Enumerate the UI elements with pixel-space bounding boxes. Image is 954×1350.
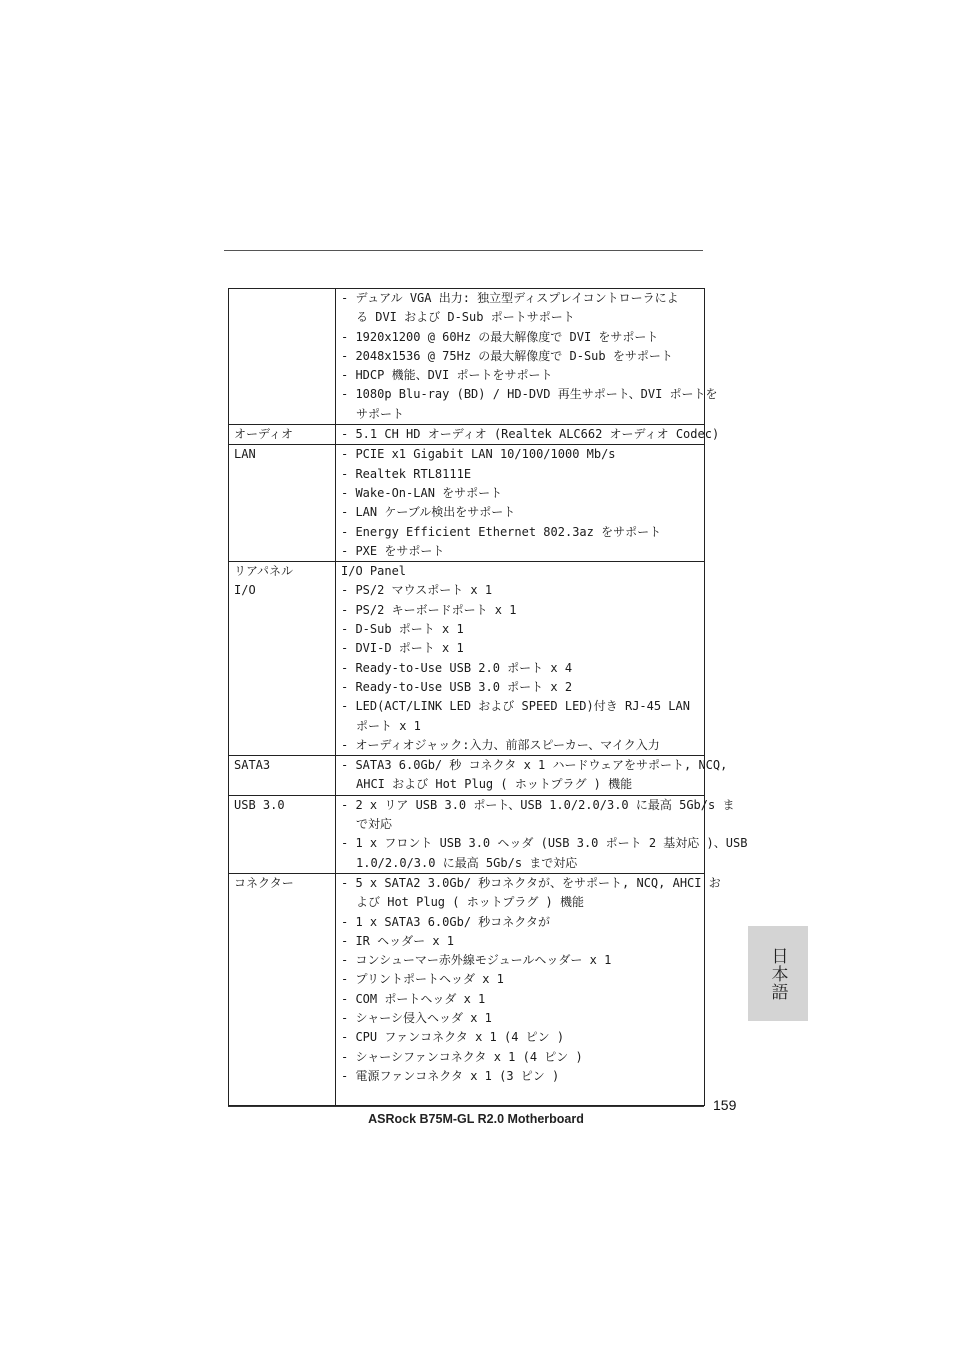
spec-line: - 2048x1536 @ 75Hz の最大解像度で D-Sub をサポート — [341, 348, 673, 363]
spec-line: - 2 x リア USB 3.0 ポート、USB 1.0/2.0/3.0 に最高 5Gb/s ま — [341, 797, 735, 812]
spec-line: - PS/2 キーボードポート x 1 — [341, 602, 517, 617]
spec-line: ポート x 1 — [356, 718, 421, 733]
language-tab-label: 日本語 — [767, 946, 788, 1001]
spec-line: - 1080p Blu-ray (BD) / HD-DVD 再生サポート、DVI ポートを — [341, 387, 718, 402]
spec-line: - LED(ACT/LINK LED および SPEED LED)付き RJ-45 LAN — [341, 699, 690, 714]
spec-label-cell — [229, 425, 336, 445]
spec-label: LAN — [234, 447, 256, 462]
spec-line: AHCI および Hot Plug ( ホットプラグ ) 機能 — [356, 777, 633, 792]
spec-line: - PXE をサポート — [341, 543, 445, 558]
spec-line: - HDCP 機能、DVI ポートをサポート — [341, 368, 553, 383]
header-rule — [224, 250, 703, 251]
spec-line: - 1 x SATA3 6.0Gb/ 秒コネクタが — [341, 914, 551, 929]
spec-line: - IR ヘッダー x 1 — [341, 933, 455, 948]
spec-row — [229, 795, 705, 873]
spec-label: リアパネル — [234, 564, 294, 579]
spec-content-cell — [336, 425, 720, 445]
spec-row — [229, 562, 705, 756]
spec-content-cell — [336, 873, 721, 1105]
spec-line: - Wake-On-LAN をサポート — [341, 485, 503, 500]
spec-line: - 5.1 CH HD オーディオ (Realtek ALC662 オーディオ Codec) — [341, 427, 720, 442]
page-number: 159 — [713, 1097, 737, 1113]
spec-line: る DVI および D-Sub ポートサポート — [356, 310, 575, 325]
spec-line: - デュアル VGA 出力: 独立型ディスプレイコントローラによ — [341, 291, 679, 305]
spec-line: サポート — [356, 406, 405, 421]
spec-content-cell — [336, 289, 718, 425]
spec-line: 1.0/2.0/3.0 に最高 5Gb/s まで対応 — [356, 855, 578, 870]
spec-row — [229, 445, 705, 562]
footer-title: ASRock B75M-GL R2.0 Motherboard — [368, 1112, 584, 1126]
spec-label: オーディオ — [234, 427, 294, 442]
spec-label-cell — [229, 873, 336, 1105]
spec-line: - PS/2 マウスポート x 1 — [341, 583, 493, 598]
spec-line: - プリントポートヘッダ x 1 — [341, 972, 504, 987]
spec-line: よび Hot Plug ( ホットプラグ ) 機能 — [356, 895, 585, 910]
spec-line: - Energy Efficient Ethernet 802.3az をサポート — [341, 524, 662, 539]
spec-line: - PCIE x1 Gigabit LAN 10/100/1000 Mb/s — [341, 447, 616, 462]
spec-line: - DVI-D ポート x 1 — [341, 641, 464, 656]
spec-line: - Ready-to-Use USB 2.0 ポート x 4 — [341, 660, 573, 675]
spec-line: - シャーシファンコネクタ x 1 (4 ピン ) — [341, 1049, 583, 1064]
spec-line: - シャーシ侵入ヘッダ x 1 — [341, 1010, 492, 1025]
spec-row — [229, 756, 705, 796]
spec-row — [229, 425, 705, 445]
spec-label: USB 3.0 — [234, 797, 285, 812]
language-tab — [748, 926, 808, 1021]
spec-content-cell — [336, 562, 705, 756]
spec-content-cell — [336, 795, 748, 873]
footer-rule — [228, 1106, 704, 1107]
spec-line: - Ready-to-Use USB 3.0 ポート x 2 — [341, 679, 573, 694]
spec-label-cell — [229, 445, 336, 562]
spec-line: - 1920x1200 @ 60Hz の最大解像度で DVI をサポート — [341, 329, 659, 344]
spec-label-cell — [229, 562, 336, 756]
spec-line: - LAN ケーブル検出をサポート — [341, 505, 516, 520]
spec-content-cell — [336, 756, 728, 796]
spec-line: - Realtek RTL8111E — [341, 466, 472, 481]
spec-label: SATA3 — [234, 758, 271, 773]
spec-label: コネクター — [234, 875, 294, 890]
spec-line: - 5 x SATA2 3.0Gb/ 秒コネクタが、をサポート, NCQ, AHCI お — [341, 875, 721, 890]
spec-line: - COM ポートヘッダ x 1 — [341, 991, 486, 1006]
spec-row — [229, 873, 705, 1105]
spec-line: - 1 x フロント USB 3.0 ヘッダ (USB 3.0 ポート 2 基対応 )、USB — [341, 836, 748, 851]
spec-line: で対応 — [356, 817, 393, 832]
spec-label-cell — [229, 289, 336, 425]
spec-row — [229, 289, 705, 425]
spec-line: - オーディオジャック:入力、前部スピーカー、マイク入力 — [341, 737, 660, 752]
spec-line: - コンシューマー赤外線モジュールヘッダー x 1 — [341, 953, 612, 968]
spec-content-cell — [336, 445, 705, 562]
spec-label-cell — [229, 756, 336, 796]
spec-line: - SATA3 6.0Gb/ 秒 コネクタ x 1 ハードウェアをサポート, NCQ, — [341, 758, 728, 773]
spec-line: I/O Panel — [341, 564, 407, 579]
spec-line: - 電源ファンコネクタ x 1 (3 ピン ) — [341, 1068, 560, 1083]
spec-label: I/O — [234, 583, 256, 598]
spec-label-cell — [229, 795, 336, 873]
spec-line: - CPU ファンコネクタ x 1 (4 ピン ) — [341, 1030, 565, 1045]
spec-line: - D-Sub ポート x 1 — [341, 622, 464, 637]
